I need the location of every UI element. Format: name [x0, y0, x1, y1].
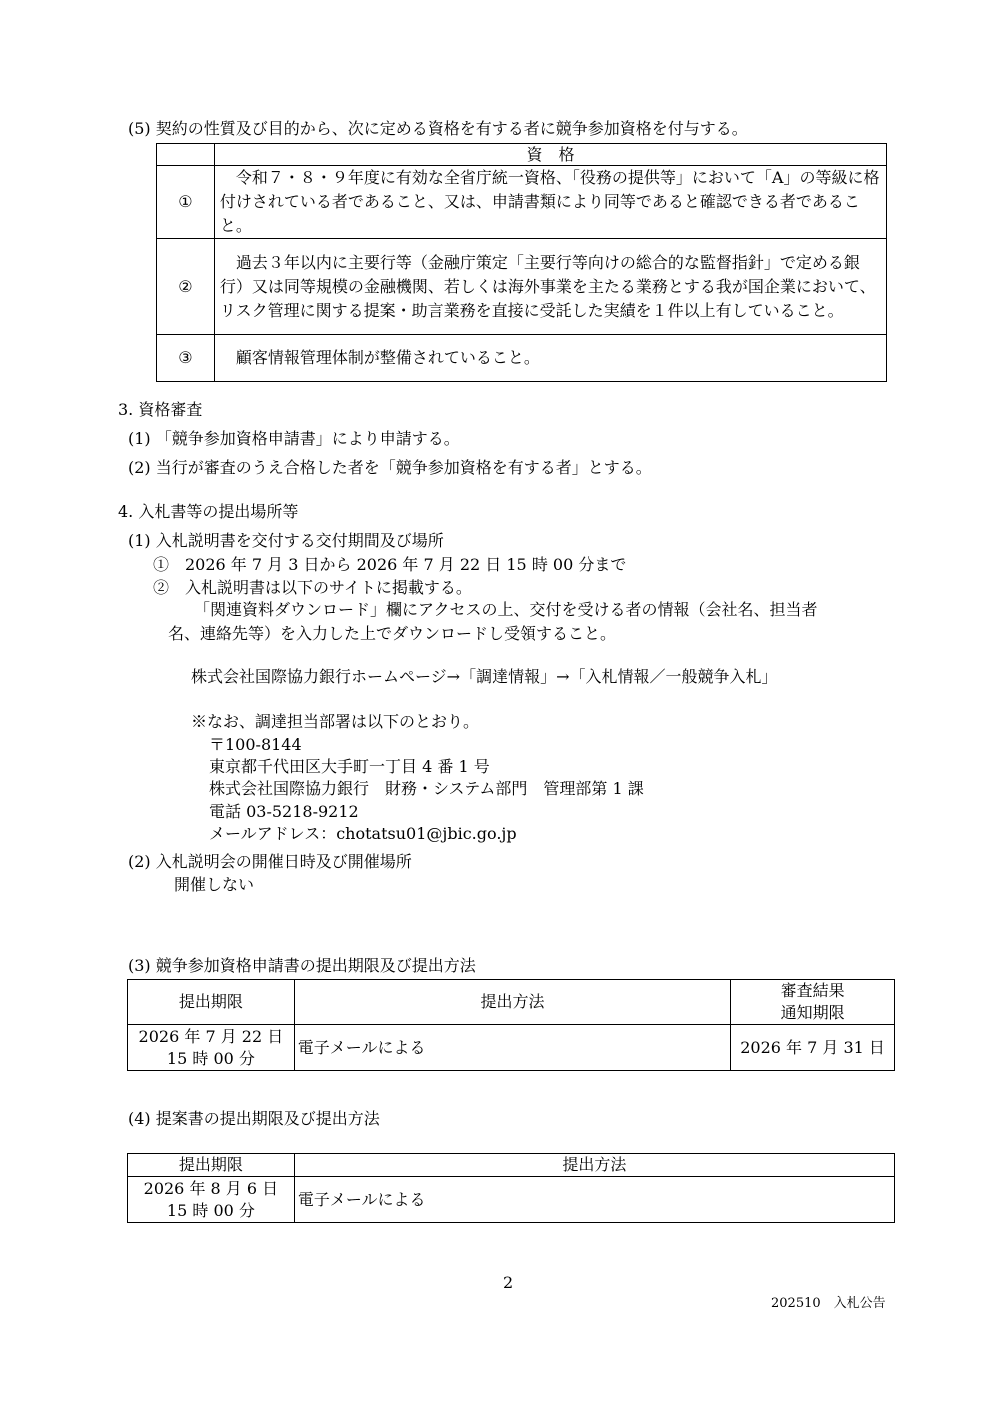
notice-cell: 2026 年 7 月 31 日 — [731, 1025, 895, 1071]
col-deadline: 提出期限 — [128, 980, 295, 1025]
deadline-cell — [128, 1025, 295, 1071]
table-row — [157, 166, 887, 239]
department: 株式会社国際協力銀行 財務・システム部門 管理部第 1 課 — [209, 779, 644, 798]
section4-sub1-item2: ② 入札説明書は以下のサイトに掲載する。 — [153, 578, 472, 597]
col-notice — [731, 980, 895, 1025]
table-header-qualification: 資 格 — [214, 144, 886, 166]
col-deadline: 提出期限 — [128, 1154, 295, 1177]
section5-heading: (5) 契約の性質及び目的から、次に定める資格を有する者に競争参加資格を付与する。 — [128, 119, 748, 138]
row-text: 過去３年以内に主要行等（金融庁策定「主要行等向けの総合的な監督指針」で定める銀行）又は同等規模の金融機関、若しくは海外事業を主たる業務とする我が国企業において、リスク管理に関する提案・助言業務を直接に受託した実績を１件以上有していること。 — [214, 239, 886, 335]
email: メールアドレス：chotatsu01@jbic.go.jp — [209, 824, 517, 843]
table-row — [157, 335, 887, 382]
application-deadline-table — [127, 979, 895, 1071]
postal-code: 〒100-8144 — [209, 735, 302, 754]
deadline-time: 15 時 00 分 — [166, 1048, 255, 1068]
col-method: 提出方法 — [294, 1154, 894, 1177]
section4-sub1-item1: ① 2026 年 7 月 3 日から 2026 年 7 月 22 日 15 時 00 分まで — [153, 555, 627, 574]
col-notice-line2: 通知期限 — [780, 1003, 845, 1022]
row-number: ① — [157, 166, 215, 239]
method-cell: 電子メールによる — [294, 1177, 894, 1223]
method-cell: 電子メールによる — [294, 1025, 730, 1071]
document-code: 202510 入札公告 — [771, 1296, 886, 1311]
table-row — [157, 239, 887, 335]
download-instructions-line1: 「関連資料ダウンロード」欄にアクセスの上、交付を受ける者の情報（会社名、担当者 — [194, 600, 818, 619]
address: 東京都千代田区大手町一丁目 4 番 1 号 — [209, 757, 490, 776]
table-row — [128, 1177, 895, 1223]
deadline-date: 2026 年 7 月 22 日 — [138, 1026, 284, 1046]
website-path: 株式会社国際協力銀行ホームページ→「調達情報」→「入札情報／一般競争入札」 — [191, 667, 778, 686]
qualification-table — [156, 143, 887, 382]
page-number: 2 — [503, 1273, 514, 1292]
section3-item-2: (2) 当行が審査のうえ合格した者を「競争参加資格を有する者」とする。 — [128, 458, 652, 477]
row-text: 令和７・８・９年度に有効な全省庁統一資格、「役務の提供等」において「A」の等級に格付けされている者であること、又は、申請書類により同等であると確認できる者であること。 — [214, 166, 886, 239]
download-instructions-line2: 名、連絡先等）を入力した上でダウンロードし受領すること。 — [168, 624, 617, 643]
deadline-date: 2026 年 8 月 6 日 — [143, 1178, 279, 1198]
table-row — [128, 1025, 895, 1071]
section4-heading: 4. 入札書等の提出場所等 — [118, 502, 299, 521]
row-number: ② — [157, 239, 215, 335]
section3-item-1: (1) 「競争参加資格申請書」により申請する。 — [128, 429, 460, 448]
deadline-time: 15 時 00 分 — [166, 1200, 255, 1220]
section4-sub1-heading: (1) 入札説明書を交付する交付期間及び場所 — [128, 531, 444, 550]
row-text: 顧客情報管理体制が整備されていること。 — [214, 335, 886, 382]
deadline-cell — [128, 1177, 295, 1223]
phone: 電話 03-5218-9212 — [209, 802, 359, 821]
section4-sub2-heading: (2) 入札説明会の開催日時及び開催場所 — [128, 852, 412, 871]
contact-note: ※なお、調達担当部署は以下のとおり。 — [191, 712, 480, 731]
section4-sub3-heading: (3) 競争参加資格申請書の提出期限及び提出方法 — [128, 956, 476, 975]
proposal-deadline-table — [127, 1153, 895, 1223]
col-notice-line1: 審査結果 — [780, 981, 845, 1000]
row-number: ③ — [157, 335, 215, 382]
table-header-blank — [157, 144, 215, 166]
section4-sub4-heading: (4) 提案書の提出期限及び提出方法 — [128, 1109, 380, 1128]
section3-heading: 3. 資格審査 — [118, 400, 203, 419]
col-method: 提出方法 — [294, 980, 730, 1025]
briefing-status: 開催しない — [174, 875, 255, 894]
